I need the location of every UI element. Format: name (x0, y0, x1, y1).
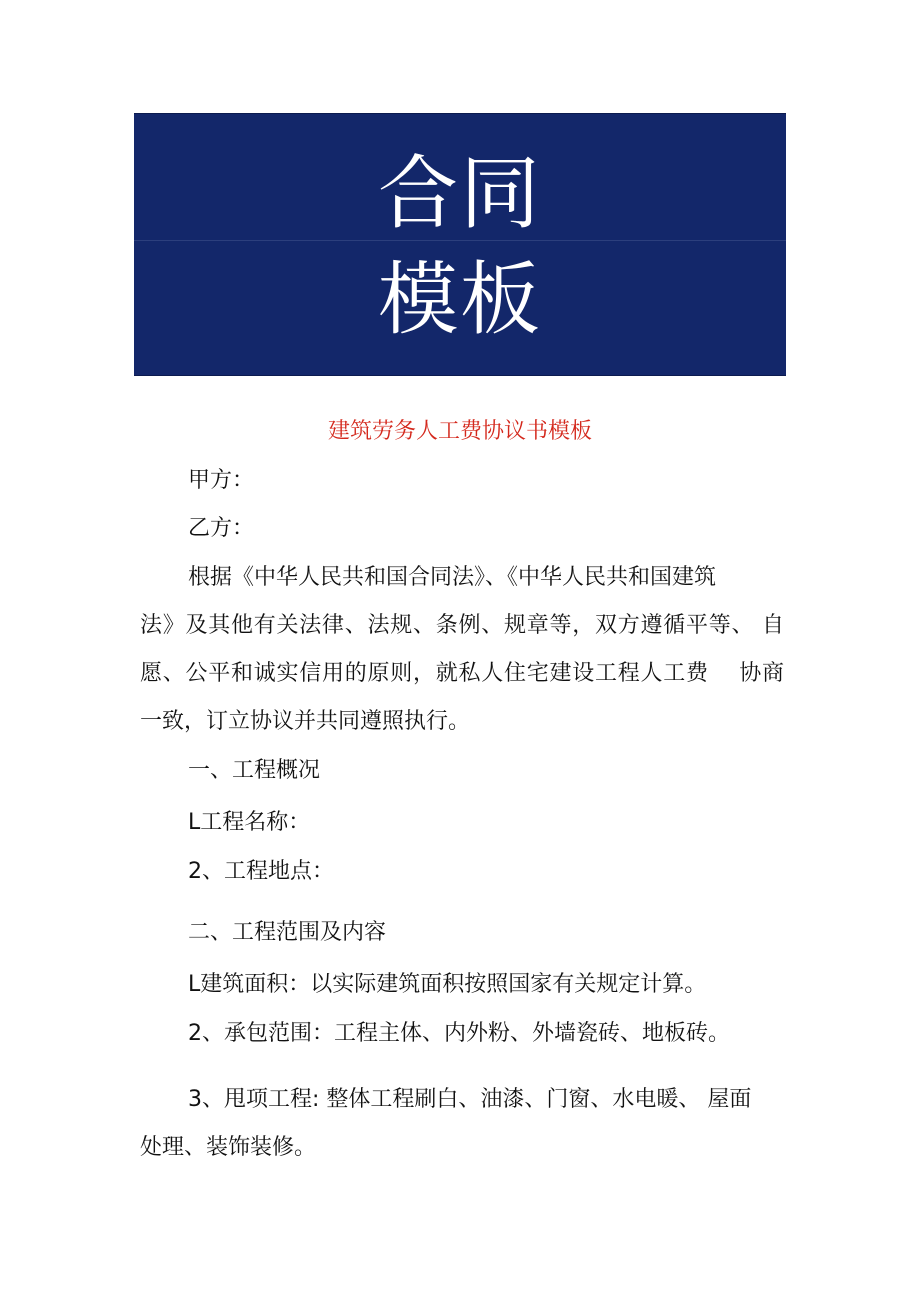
section-2-item-3-line-2: 处理、装饰装修。 (140, 1135, 317, 1160)
document-title: 建筑劳务人工费协议书模板 (327, 419, 592, 444)
section-1-heading: 一、工程概况 (188, 758, 321, 783)
party-b-label: 乙方： (188, 516, 255, 541)
banner-word-template: 模板 (378, 253, 542, 346)
section-2-item-2: 2、承包范围：工程主体、内外粉、外墙瓷砖、地板砖。 (188, 1021, 730, 1046)
banner-word-contract: 合同 (378, 147, 542, 240)
preamble-line-1: 根据《中华人民共和国合同法》、《中华人民共和国建筑 (188, 565, 717, 590)
preamble-line-4: 一致，订立协议并共同遵照执行。 (140, 709, 471, 734)
section-1-item-2: 2、工程地点： (188, 859, 334, 884)
section-1-item-1: L工程名称： (188, 810, 311, 835)
party-a-label: 甲方： (188, 468, 255, 493)
preamble-line-2: 法》及其他有关法律、法规、条例、规章等，双方遵循平等、 自 (140, 613, 784, 638)
preamble-line-3: 愿、公平和诚实信用的原则，就私人住宅建设工程人工费 协商 (140, 661, 784, 686)
section-2-item-3-line-1: 3、甩项工程: 整体工程刷白、油漆、门窗、水电暖、 屋面 (188, 1087, 752, 1112)
section-2-heading: 二、工程范围及内容 (188, 920, 387, 945)
section-2-item-1: L建筑面积：以实际建筑面积按照国家有关规定计算。 (188, 972, 707, 997)
